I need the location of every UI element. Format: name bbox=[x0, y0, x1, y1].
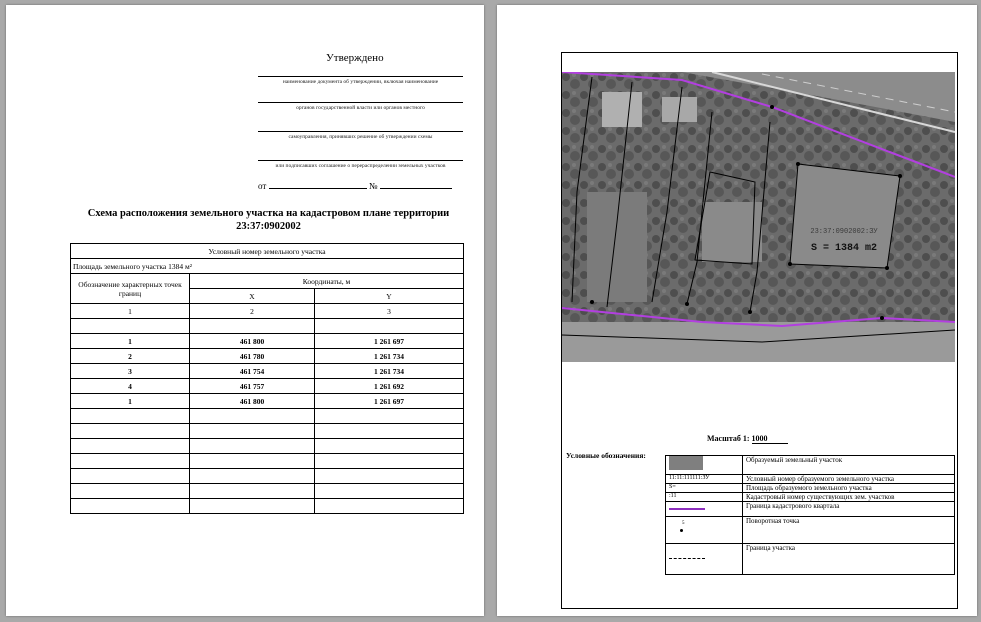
legend-symbol: 11:11:111111:ЗУ bbox=[666, 475, 743, 484]
y-cell: 1 261 697 bbox=[315, 394, 464, 409]
col-num-3: 3 bbox=[315, 304, 464, 319]
turning-point bbox=[880, 316, 884, 320]
table-row bbox=[71, 409, 464, 424]
turning-point bbox=[885, 266, 889, 270]
table-row bbox=[71, 454, 464, 469]
point-cell: 3 bbox=[71, 364, 190, 379]
table-header: Условный номер земельного участка bbox=[71, 244, 464, 259]
legend-row bbox=[666, 456, 955, 475]
approval-caption-2: органов государственной власти или органов местного bbox=[296, 105, 425, 111]
y-header: Y bbox=[315, 289, 464, 304]
legend-row bbox=[666, 484, 955, 493]
number-sign: № bbox=[368, 181, 378, 191]
turning-point bbox=[748, 310, 752, 314]
legend-text: Площадь образуемого земельного участка bbox=[743, 484, 955, 493]
approval-caption-4: или подписавших соглашение о перераспределении земельных участков bbox=[275, 163, 446, 169]
parcel-area-label: S = 1384 m2 bbox=[810, 243, 878, 254]
parcel-boundary-swatch bbox=[669, 558, 705, 559]
coordinates-table bbox=[70, 243, 464, 514]
y-cell: 1 261 734 bbox=[315, 349, 464, 364]
col-num-2: 2 bbox=[190, 304, 315, 319]
scale-label bbox=[707, 434, 788, 444]
turning-point bbox=[770, 105, 774, 109]
legend-text: Граница кадастрового квартала bbox=[743, 502, 955, 517]
legend-row bbox=[666, 502, 955, 517]
date-prefix: от bbox=[258, 181, 267, 191]
turning-point bbox=[788, 262, 792, 266]
empty-cell bbox=[315, 319, 464, 334]
legend-table bbox=[665, 455, 955, 575]
parcel-label: 23:37:0902002:ЗУ bbox=[810, 228, 878, 236]
approval-caption-3: самоуправления, принявших решение об утверждении схемы bbox=[288, 134, 433, 140]
signature-line-4 bbox=[258, 160, 463, 161]
points-column-header: Обозначение характерных точек границ bbox=[71, 274, 190, 304]
point-cell: 1 bbox=[71, 394, 190, 409]
scale-prefix: Масштаб 1: bbox=[707, 434, 750, 443]
map-svg bbox=[562, 72, 955, 362]
table-row bbox=[71, 364, 464, 379]
col-num-1: 1 bbox=[71, 304, 190, 319]
legend-symbol bbox=[666, 544, 743, 575]
x-cell: 461 800 bbox=[190, 394, 315, 409]
legend-row bbox=[666, 517, 955, 544]
legend-text: Образуемый земельный участок bbox=[743, 456, 955, 475]
table-row bbox=[71, 424, 464, 439]
document-title: Схема расположения земельного участка на кадастровом плане территории 23:37:0902002 bbox=[87, 208, 450, 232]
building bbox=[602, 92, 642, 127]
quarter-boundary-swatch bbox=[669, 508, 705, 510]
signature-line-3 bbox=[258, 131, 463, 132]
number-field bbox=[380, 180, 452, 189]
legend-row bbox=[666, 475, 955, 484]
legend-text: Граница участка bbox=[743, 544, 955, 575]
turning-point bbox=[898, 174, 902, 178]
table-row bbox=[71, 499, 464, 514]
approval-title: Утверждено bbox=[326, 52, 384, 64]
legend-row bbox=[666, 493, 955, 502]
table-row bbox=[71, 379, 464, 394]
table-row bbox=[71, 349, 464, 364]
satellite-map bbox=[562, 72, 955, 362]
approval-caption-1: наименование документа об утверждении, включая наименование bbox=[282, 79, 439, 85]
x-cell: 461 800 bbox=[190, 334, 315, 349]
legend-symbol bbox=[666, 517, 743, 544]
point-cell: 2 bbox=[71, 349, 190, 364]
garden-plot bbox=[587, 192, 647, 302]
x-cell: 461 780 bbox=[190, 349, 315, 364]
table-row bbox=[71, 394, 464, 409]
legend-text: Поворотная точка bbox=[743, 517, 955, 544]
approval-date-line bbox=[258, 180, 452, 191]
legend-row bbox=[666, 544, 955, 575]
table-row bbox=[71, 469, 464, 484]
turning-point bbox=[685, 302, 689, 306]
scale-value: 1000 bbox=[752, 434, 788, 444]
legend-symbol bbox=[666, 502, 743, 517]
point-cell: 4 bbox=[71, 379, 190, 394]
x-cell: 461 754 bbox=[190, 364, 315, 379]
point-number: 5 bbox=[682, 521, 685, 526]
legend-symbol bbox=[666, 456, 743, 475]
legend-text: Кадастровый номер существующих зем. участков bbox=[743, 493, 955, 502]
turning-point-icon bbox=[680, 529, 683, 532]
date-field bbox=[269, 180, 367, 189]
x-header: X bbox=[190, 289, 315, 304]
turning-point bbox=[590, 300, 594, 304]
legend-title: Условные обозначения: bbox=[566, 451, 646, 460]
legend-symbol: :11 bbox=[666, 493, 743, 502]
point-cell: 1 bbox=[71, 334, 190, 349]
area-row: Площадь земельного участка 1384 м² bbox=[71, 259, 464, 274]
y-cell: 1 261 692 bbox=[315, 379, 464, 394]
turning-point bbox=[796, 162, 800, 166]
parcel-swatch bbox=[669, 456, 703, 470]
empty-cell bbox=[71, 319, 190, 334]
table-row bbox=[71, 484, 464, 499]
legend-text: Условный номер образуемого земельного участка bbox=[743, 475, 955, 484]
table-row bbox=[71, 334, 464, 349]
signature-line-1 bbox=[258, 76, 463, 77]
coords-header: Координаты, м bbox=[190, 274, 464, 289]
y-cell: 1 261 697 bbox=[315, 334, 464, 349]
y-cell: 1 261 734 bbox=[315, 364, 464, 379]
empty-cell bbox=[190, 319, 315, 334]
table-row bbox=[71, 439, 464, 454]
legend-symbol: S= bbox=[666, 484, 743, 493]
signature-line-2 bbox=[258, 102, 463, 103]
x-cell: 461 757 bbox=[190, 379, 315, 394]
